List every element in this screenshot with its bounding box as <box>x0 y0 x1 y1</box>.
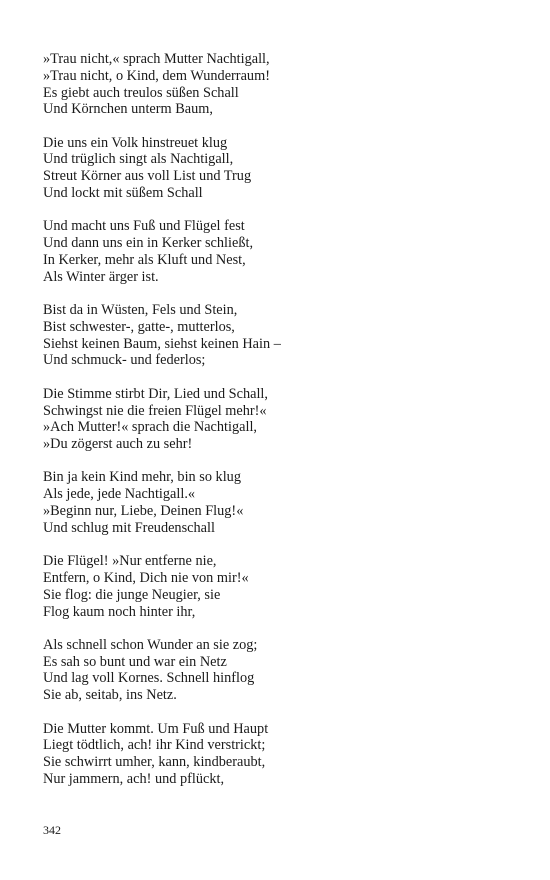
poem-line: Und schmuck- und federlos; <box>43 352 206 369</box>
poem-line: »Beginn nur, Liebe, Deinen Flug!« <box>43 503 244 520</box>
poem-line: Als schnell schon Wunder an sie zog; <box>43 636 258 653</box>
poem-line: Sie flog: die junge Neugier, sie <box>43 586 221 603</box>
poem-line: Und lockt mit süßem Schall <box>43 185 203 202</box>
poem-line: Nur jammern, ach! und pflückt, <box>43 770 225 787</box>
poem-line: Liegt tödtlich, ach! ihr Kind verstrickt; <box>43 737 266 754</box>
poem-line: Als jede, jede Nachtigall.« <box>43 486 196 503</box>
stanza-7 <box>43 553 513 620</box>
poem-line: Es sah so bunt und war ein Netz <box>43 653 227 670</box>
poem-line: »Trau nicht,« sprach Mutter Nachtigall, <box>43 51 270 67</box>
poem-line: Die Flügel! »Nur entferne nie, <box>43 553 217 570</box>
poem-line: Und Körnchen unterm Baum, <box>43 101 213 118</box>
poem-line: Die Stimme stirbt Dir, Lied und Schall, <box>43 385 268 402</box>
stanza-3 <box>43 218 513 285</box>
poem-line: Und trüglich singt als Nachtigall, <box>43 151 234 168</box>
poem-line: Und schlug mit Freudenschall <box>43 519 215 536</box>
poem-line: »Du zögerst auch zu sehr! <box>43 436 193 453</box>
poem-line: In Kerker, mehr als Kluft und Nest, <box>43 251 246 268</box>
poem-line: Bist da in Wüsten, Fels und Stein, <box>43 302 238 319</box>
stanza-1 <box>43 51 513 118</box>
poem-line: Bist schwester-, gatte-, mutterlos, <box>43 318 235 335</box>
poem-line: Sie ab, seitab, ins Netz. <box>43 687 177 704</box>
poem-line: Flog kaum noch hinter ihr, <box>43 603 196 620</box>
poem-line: Und lag voll Kornes. Schnell hinflog <box>43 670 255 687</box>
poem-line: Es giebt auch treulos süßen Schall <box>43 84 239 101</box>
poem-text <box>43 51 513 804</box>
poem-line: Entfern, o Kind, Dich nie von mir!« <box>43 569 249 586</box>
poem-line: Schwingst nie die freien Flügel mehr!« <box>43 402 267 419</box>
poem-line: Bin ja kein Kind mehr, bin so klug <box>43 469 241 486</box>
poem-line: Streut Körner aus voll List und Trug <box>43 168 252 185</box>
stanza-8 <box>43 637 513 704</box>
poem-line: Und dann uns ein in Kerker schließt, <box>43 235 254 252</box>
poem-line: »Ach Mutter!« sprach die Nachtigall, <box>43 419 257 436</box>
stanza-9 <box>43 721 513 788</box>
stanza-6 <box>43 469 513 536</box>
poem-line: »Trau nicht, o Kind, dem Wunderraum! <box>43 67 270 84</box>
stanza-4 <box>43 302 513 369</box>
poem-line: Siehst keinen Baum, siehst keinen Hain – <box>43 335 281 352</box>
poem-line: Die Mutter kommt. Um Fuß und Haupt <box>43 720 269 737</box>
poem-line: Sie schwirrt umher, kann, kindberaubt, <box>43 754 266 771</box>
poem-line: Als Winter ärger ist. <box>43 268 159 285</box>
poem-line: Und macht uns Fuß und Flügel fest <box>43 218 245 235</box>
stanza-2 <box>43 135 513 202</box>
poem-line: Die uns ein Volk hinstreuet klug <box>43 134 228 151</box>
page-number: 342 <box>43 823 61 837</box>
stanza-5 <box>43 386 513 453</box>
